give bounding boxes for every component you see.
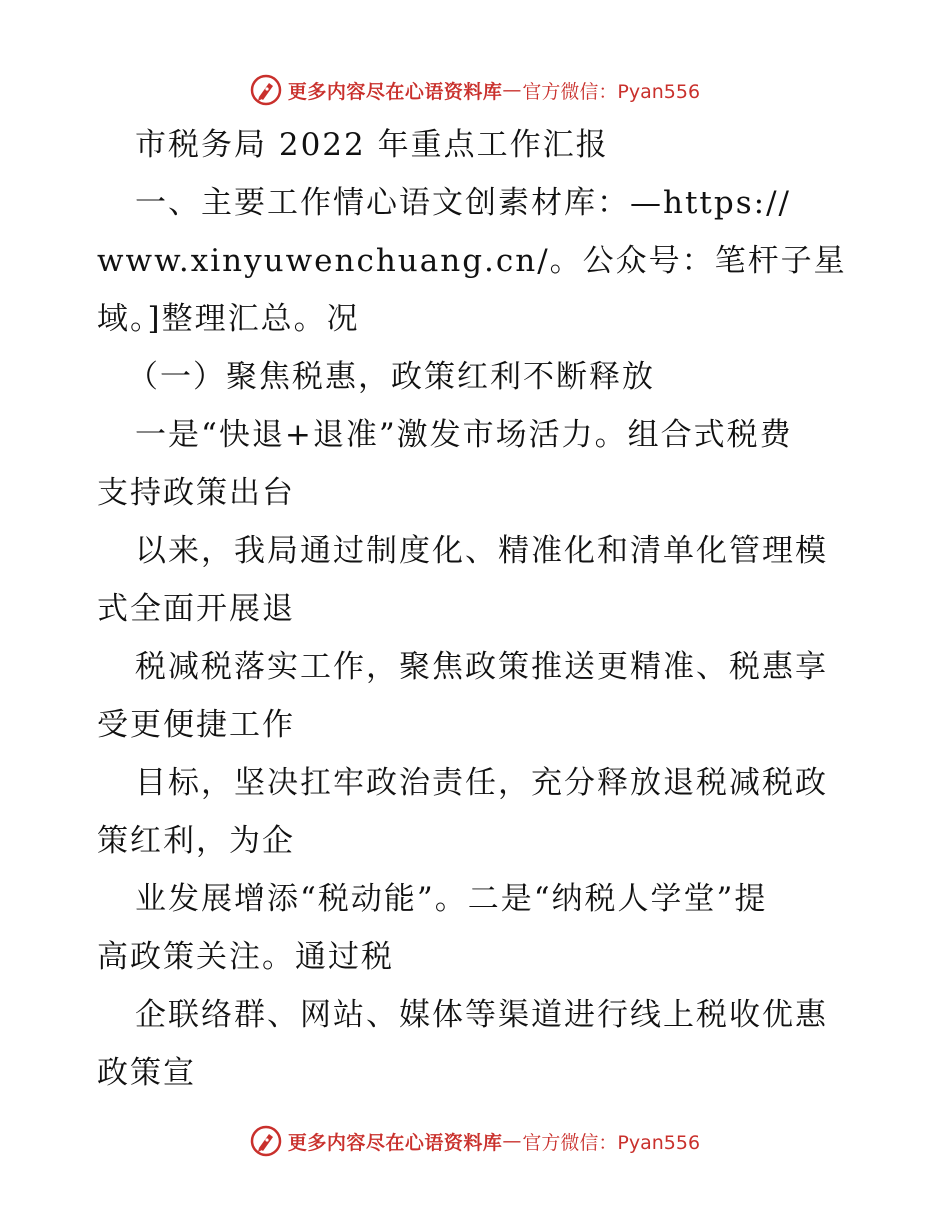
section-heading: 一、主要工作情心语文创素材库：—https://: [135, 185, 791, 221]
text-line: 策红利，为企: [97, 823, 295, 859]
pen-nib-logo-icon: [250, 74, 282, 106]
banner-separator: —: [502, 79, 523, 101]
text-line: 受更便捷工作: [97, 707, 295, 743]
text-line: 企联络群、网站、媒体等渠道进行线上税收优惠: [135, 997, 828, 1033]
text-line: 一是“快退+退准”激发市场活力。组合式税费: [135, 417, 793, 453]
header-banner: [0, 70, 950, 110]
banner-separator: —: [502, 1130, 523, 1152]
text-line: 域。]整理汇总。况: [97, 301, 360, 337]
footer-banner: [0, 1121, 950, 1161]
text-line: www.xinyuwenchuang.cn/。公众号：笔杆子星: [97, 243, 847, 279]
text-line: 以来，我局通过制度化、精准化和清单化管理模: [135, 533, 828, 569]
text-line: 式全面开展退: [97, 591, 295, 627]
document-body: [97, 116, 887, 1102]
text-line: 支持政策出台: [97, 475, 295, 511]
banner-main-text: 更多内容尽在心语资料库: [287, 1131, 503, 1154]
text-line: 目标，坚决扛牢政治责任，充分释放退税减税政: [135, 765, 828, 801]
banner-contact-text: 官方微信：Pyan556: [522, 1131, 701, 1154]
text-line: 税减税落实工作，聚焦政策推送更精准、税惠享: [135, 649, 828, 685]
banner-main-text: 更多内容尽在心语资料库: [287, 80, 503, 103]
pen-nib-logo-icon: [250, 1125, 282, 1157]
banner-contact-text: 官方微信：Pyan556: [522, 80, 701, 103]
text-line: 高政策关注。通过税: [97, 939, 394, 975]
text-line: 政策宣: [97, 1055, 196, 1091]
document-title: 市税务局 2022 年重点工作汇报: [135, 127, 609, 163]
text-line: 业发展增添“税动能”。二是“纳税人学堂”提: [135, 881, 768, 917]
subsection-heading: （一）聚焦税惠，政策红利不断释放: [127, 359, 655, 395]
